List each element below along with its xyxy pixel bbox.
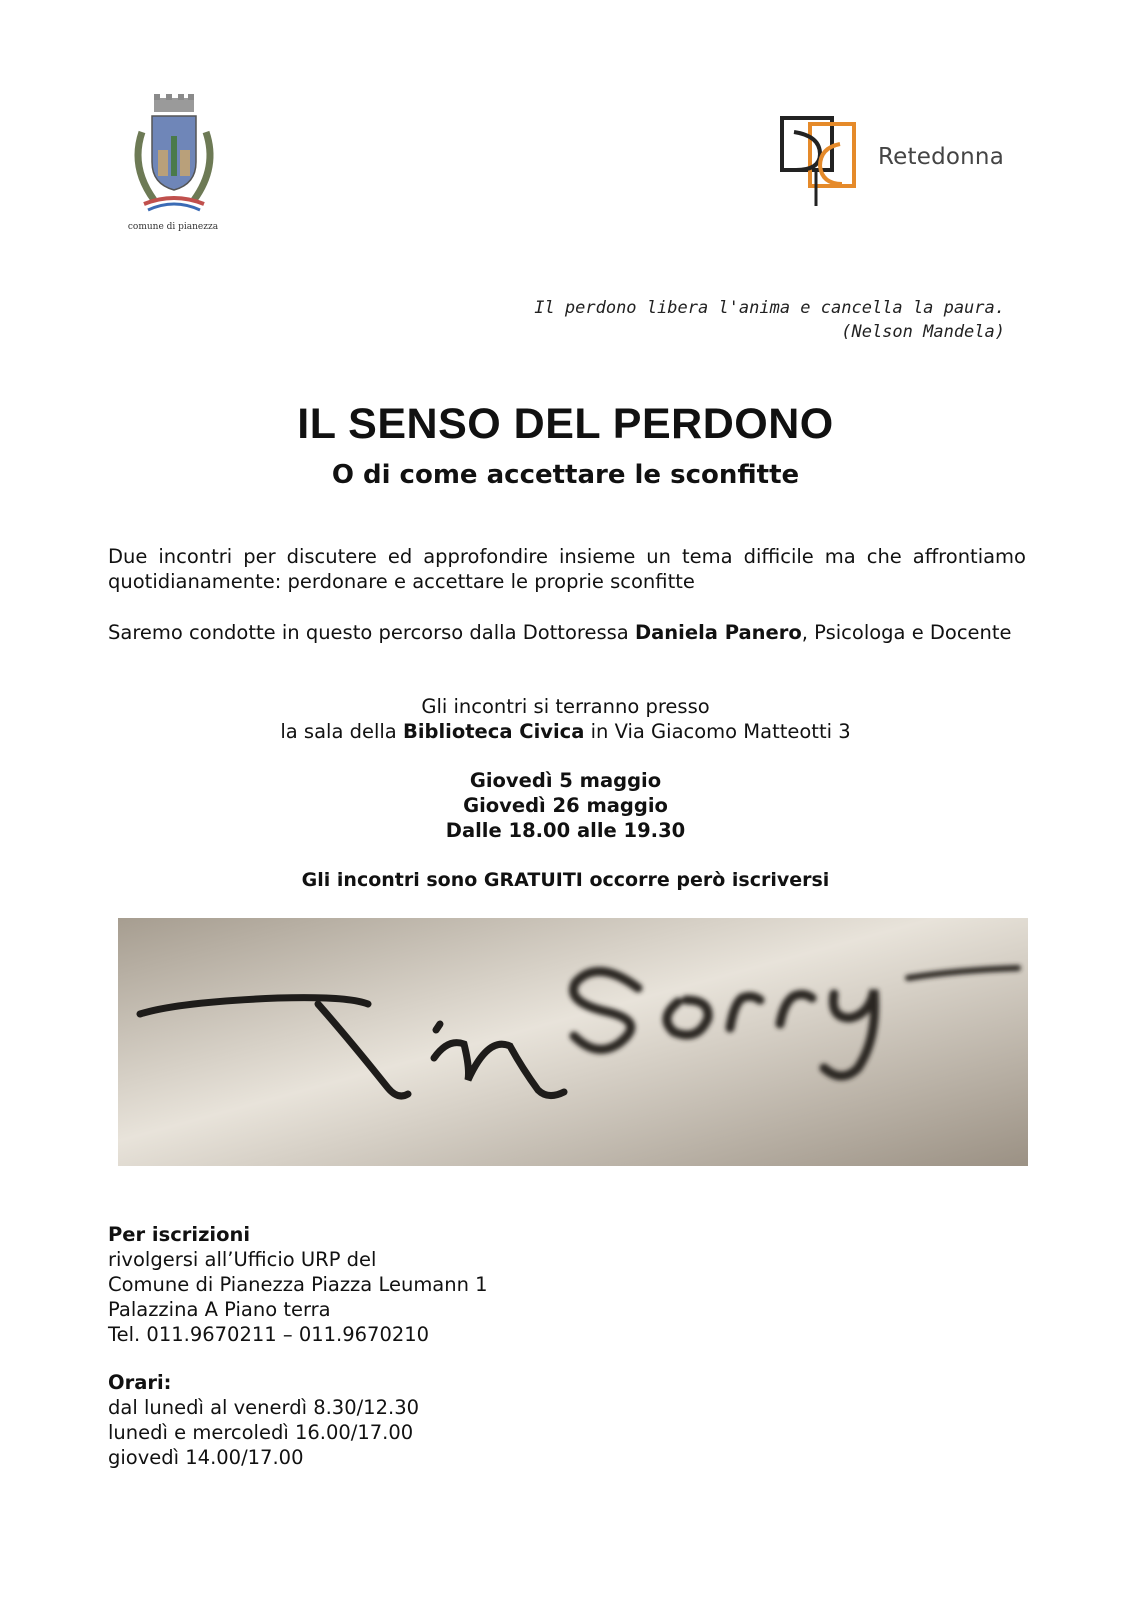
date-line: Giovedì 26 maggio	[463, 794, 668, 817]
hours-line: lunedì e mercoledì 16.00/17.00	[108, 1421, 414, 1444]
page-subtitle: O di come accettare le sconfitte	[331, 460, 800, 490]
registration-line: Comune di Pianezza Piazza Leumann 1	[108, 1273, 488, 1296]
date-line: Giovedì 5 maggio	[469, 769, 662, 792]
page-title: IL SENSO DEL PERDONO	[297, 400, 834, 448]
hours-line: dal lunedì al venerdì 8.30/12.30	[108, 1396, 420, 1419]
comune-crest-logo	[124, 92, 224, 232]
registration-line: Palazzina A Piano terra	[108, 1298, 331, 1321]
registration-line: rivolgersi all’Ufficio URP del	[108, 1248, 377, 1271]
location-line-2	[0, 719, 1131, 744]
hours-line: giovedì 14.00/17.00	[108, 1446, 304, 1469]
location-after: in Via Giacomo Matteotti 3	[584, 720, 851, 743]
crest-caption: comune di pianezza	[127, 222, 219, 232]
quote-block	[534, 296, 1005, 344]
quote-author: (Nelson Mandela)	[841, 322, 1005, 342]
dates-block	[0, 768, 1131, 843]
im-sorry-photo	[118, 918, 1028, 1166]
hours-heading: Orari:	[108, 1371, 172, 1394]
hours-block	[108, 1370, 419, 1470]
retedonna-logo	[780, 114, 870, 208]
registration-phone: Tel. 011.9670211 – 011.9670210	[108, 1323, 430, 1346]
time-line: Dalle 18.00 alle 19.30	[445, 819, 686, 842]
free-note: Gli incontri sono GRATUITI occorre però iscriversi	[301, 869, 830, 891]
registration-block	[108, 1222, 488, 1347]
speaker-text-after: , Psicologa e Docente	[801, 621, 1012, 644]
registration-heading: Per iscrizioni	[108, 1223, 251, 1246]
location-block	[0, 694, 1131, 744]
retedonna-name: Retedonna	[878, 144, 1004, 170]
quote-text: Il perdono libera l'anima e cancella la paura.	[534, 298, 1005, 318]
intro-paragraph: Due incontri per discutere ed approfondire insieme un tema difficile ma che affrontiamo quotidianamente: perdonare e accettare le proprie sconfitte	[108, 545, 1026, 593]
speaker-name: Daniela Panero	[634, 621, 802, 644]
location-before: la sala della	[280, 720, 403, 743]
speaker-paragraph	[108, 620, 1026, 645]
location-place: Biblioteca Civica	[402, 720, 585, 743]
speaker-text-before: Saremo condotte in questo percorso dalla Dottoressa	[108, 621, 635, 644]
location-line-1: Gli incontri si terranno presso	[421, 695, 710, 718]
